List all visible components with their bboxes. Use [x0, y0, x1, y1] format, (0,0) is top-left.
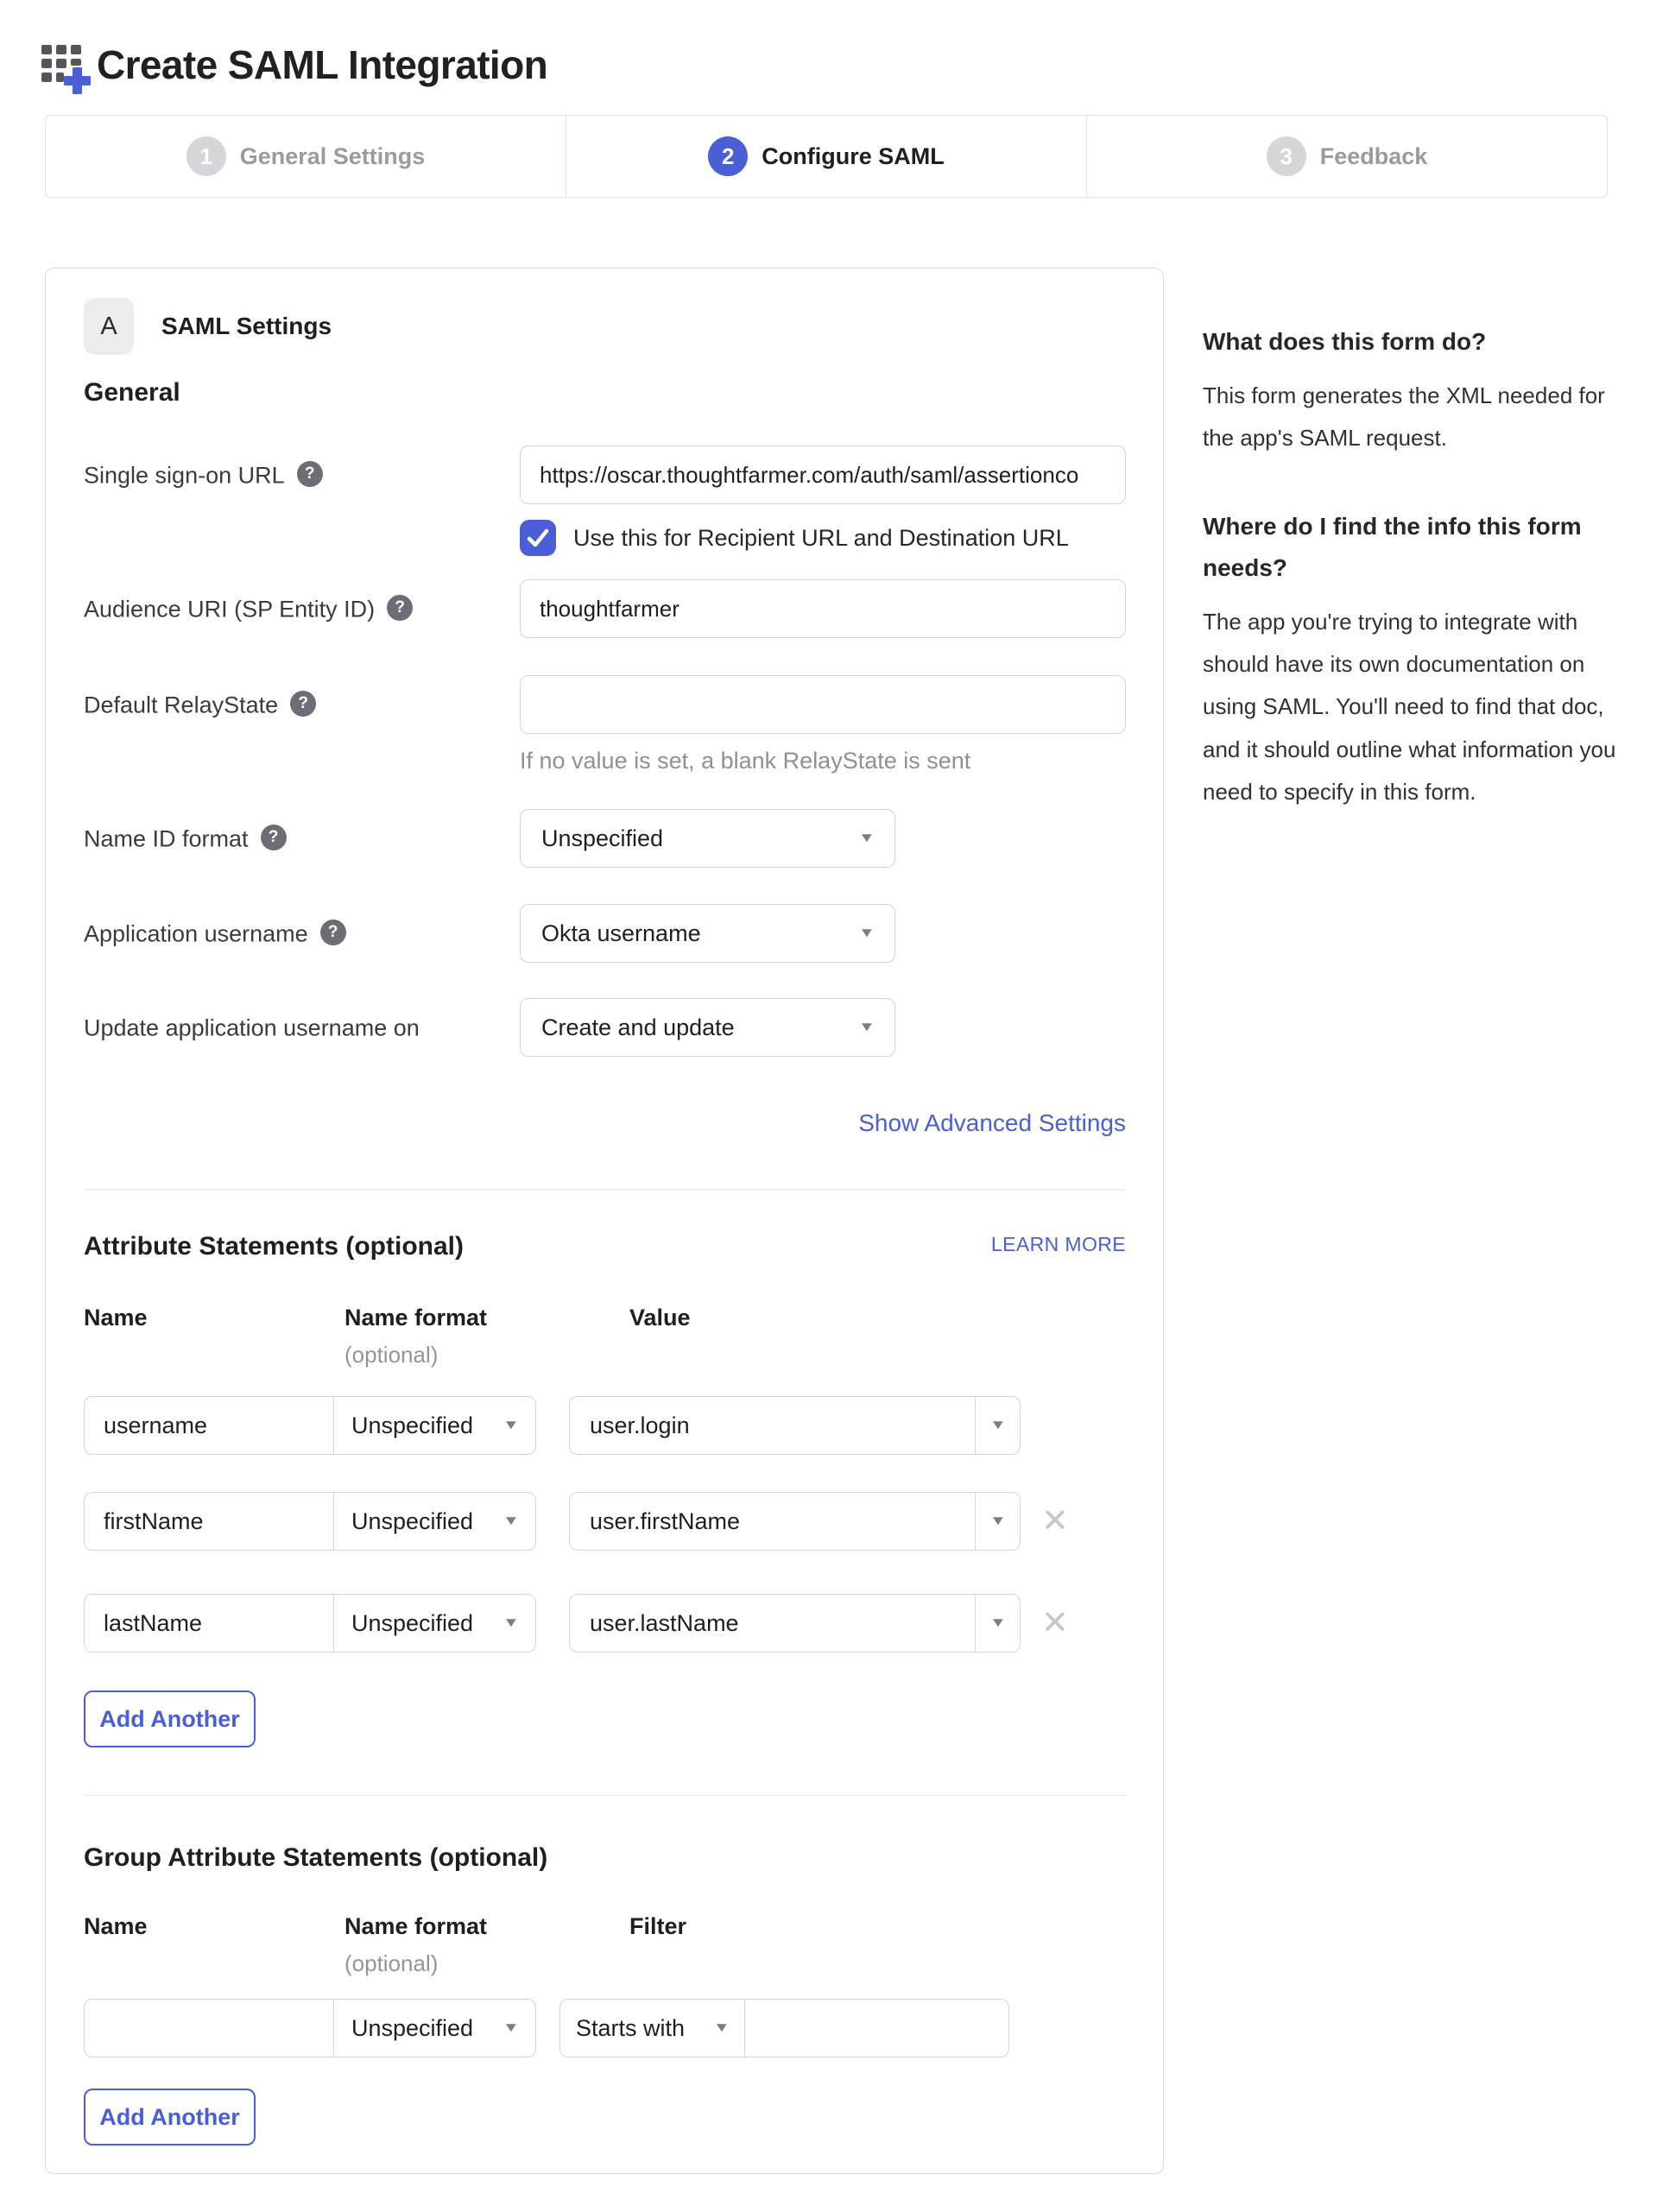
step-1-circle: 1	[186, 136, 226, 176]
show-advanced-settings-link[interactable]: Show Advanced Settings	[858, 1109, 1126, 1136]
attr-header-name: Name	[84, 1305, 148, 1330]
application-username-row	[84, 904, 1126, 963]
audience-uri-label-wrap	[84, 579, 520, 638]
attribute-statements-heading: Attribute Statements (optional)	[84, 1232, 464, 1261]
attr-value-input[interactable]: user.firstName	[570, 1493, 976, 1550]
chevron-down-icon: ▼	[713, 2020, 730, 2035]
add-another-group-attribute-button[interactable]: Add Another	[84, 2089, 256, 2146]
attribute-row	[84, 1396, 1126, 1455]
attr-format-value: Unspecified	[351, 1412, 474, 1438]
audience-uri-label: Audience URI (SP Entity ID)	[84, 596, 376, 623]
chevron-down-icon: ▼	[858, 831, 875, 845]
group-attribute-statements-heading: Group Attribute Statements (optional)	[84, 1843, 548, 1872]
attr-header-value: Value	[629, 1305, 691, 1330]
chevron-down-icon: ▼	[502, 1418, 520, 1432]
sidebar-paragraph-1: This form generates the XML needed for the app's SAML request.	[1203, 382, 1605, 451]
step-general-settings[interactable]	[46, 116, 566, 197]
step-3-circle: 3	[1267, 136, 1306, 176]
relay-state-hint: If no value is set, a blank RelayState is sent	[520, 748, 971, 774]
step-2-label: Configure SAML	[762, 142, 945, 169]
attr-format-value: Unspecified	[351, 1609, 474, 1636]
group-header-format: Name format	[344, 1913, 488, 1939]
application-username-value: Okta username	[541, 920, 701, 946]
general-heading: General	[84, 378, 180, 407]
help-icon[interactable]: ?	[320, 920, 346, 945]
name-id-format-label-wrap	[84, 809, 520, 868]
group-filter-op-select[interactable]	[560, 2000, 745, 2057]
update-username-label: Update application username on	[84, 1014, 420, 1041]
sidebar-paragraph-2: The app you're trying to integrate with should have its own documentation on using SAML. You'll need to find that doc, and it should outline what information you need to specify in this form.	[1203, 608, 1616, 806]
update-username-row	[84, 998, 1126, 1057]
group-header-name: Name	[84, 1913, 148, 1939]
section-divider	[84, 1189, 1126, 1190]
attribute-table-headers	[84, 1305, 1126, 1369]
section-a-badge: A	[84, 298, 134, 355]
recipient-url-checkbox-label: Use this for Recipient URL and Destination URL	[573, 524, 1069, 551]
attr-value-input[interactable]: user.login	[570, 1397, 976, 1454]
attr-value-dropdown-button[interactable]	[976, 1397, 1020, 1454]
attr-name-input[interactable]: username	[85, 1397, 334, 1454]
step-configure-saml[interactable]	[566, 116, 1087, 197]
saml-settings-card	[45, 268, 1164, 2174]
audience-uri-input[interactable]: thoughtfarmer	[520, 579, 1126, 638]
remove-row-icon[interactable]: ✕	[1041, 1503, 1069, 1539]
group-attribute-row	[84, 1999, 1126, 2057]
saml-settings-header	[84, 298, 1126, 355]
page-title: Create SAML Integration	[97, 42, 548, 87]
help-icon[interactable]: ?	[297, 461, 323, 487]
group-attribute-table-headers	[84, 1913, 1126, 1978]
group-header-format-optional: (optional)	[344, 1950, 439, 1976]
sso-url-label-wrap	[84, 446, 520, 556]
group-filter-op-value: Starts with	[576, 2014, 686, 2041]
relay-state-row	[84, 675, 1126, 774]
relay-state-input[interactable]	[520, 675, 1126, 734]
sidebar-heading-1: What does this form do?	[1203, 328, 1487, 355]
page-header	[40, 35, 547, 95]
update-username-select[interactable]	[520, 998, 895, 1057]
update-username-value: Create and update	[541, 1014, 735, 1040]
attr-value-dropdown-button[interactable]	[976, 1493, 1020, 1550]
relay-state-label: Default RelayState	[84, 692, 279, 718]
name-id-format-select[interactable]	[520, 809, 895, 868]
chevron-down-icon: ▼	[989, 1514, 1007, 1528]
help-sidebar	[1203, 321, 1617, 861]
attribute-row	[84, 1492, 1126, 1551]
attr-value-input[interactable]: user.lastName	[570, 1595, 976, 1652]
attr-format-select[interactable]	[334, 1397, 535, 1454]
audience-uri-row	[84, 579, 1126, 638]
name-id-format-value: Unspecified	[541, 825, 664, 851]
sso-url-input[interactable]: https://oscar.thoughtfarmer.com/auth/saml/assertionco	[520, 446, 1126, 504]
attr-value-dropdown-button[interactable]	[976, 1595, 1020, 1652]
application-username-label-wrap	[84, 904, 520, 963]
application-username-label: Application username	[84, 920, 308, 947]
attribute-row	[84, 1594, 1126, 1653]
name-id-format-row	[84, 809, 1126, 868]
step-1-label: General Settings	[239, 142, 426, 169]
add-another-attribute-button[interactable]: Add Another	[84, 1691, 256, 1747]
learn-more-link[interactable]: LEARN MORE	[990, 1233, 1126, 1255]
chevron-down-icon: ▼	[502, 1615, 520, 1630]
sso-url-row	[84, 446, 1126, 556]
step-2-circle: 2	[708, 136, 748, 176]
chevron-down-icon: ▼	[502, 1514, 520, 1528]
section-divider	[84, 1795, 1126, 1796]
saml-settings-title: SAML Settings	[161, 313, 332, 339]
attr-format-value: Unspecified	[351, 1507, 474, 1534]
wizard-steps	[45, 115, 1608, 198]
chevron-down-icon: ▼	[989, 1615, 1007, 1630]
attr-format-select[interactable]	[334, 1493, 535, 1550]
chevron-down-icon: ▼	[858, 926, 875, 940]
attr-header-format-optional: (optional)	[344, 1342, 439, 1368]
remove-row-icon[interactable]: ✕	[1041, 1605, 1069, 1641]
step-feedback[interactable]	[1087, 116, 1607, 197]
group-filter-value-input[interactable]	[745, 2000, 1008, 2057]
group-format-value: Unspecified	[351, 2014, 474, 2041]
relay-state-label-wrap	[84, 675, 520, 774]
app-grid-plus-icon	[40, 35, 93, 95]
application-username-select[interactable]	[520, 904, 895, 963]
group-header-filter: Filter	[629, 1913, 687, 1939]
update-username-label-wrap	[84, 998, 520, 1057]
help-icon[interactable]: ?	[387, 595, 413, 621]
sidebar-heading-2: Where do I find the info this form needs?	[1203, 513, 1582, 581]
sso-url-label: Single sign-on URL	[84, 462, 285, 489]
group-format-select[interactable]	[334, 2000, 535, 2057]
step-3-label: Feedback	[1319, 142, 1428, 169]
help-icon[interactable]: ?	[261, 825, 287, 850]
name-id-format-label: Name ID format	[84, 825, 249, 852]
chevron-down-icon: ▼	[989, 1418, 1007, 1432]
attr-format-select[interactable]	[334, 1595, 535, 1652]
attr-name-input[interactable]: firstName	[85, 1493, 334, 1550]
recipient-url-checkbox[interactable]	[520, 520, 556, 556]
chevron-down-icon: ▼	[858, 1020, 875, 1034]
chevron-down-icon: ▼	[502, 2020, 520, 2035]
attr-name-input[interactable]: lastName	[85, 1595, 334, 1652]
help-icon[interactable]: ?	[290, 691, 316, 717]
group-name-input[interactable]	[85, 2000, 334, 2057]
attr-header-format: Name format	[344, 1305, 488, 1330]
